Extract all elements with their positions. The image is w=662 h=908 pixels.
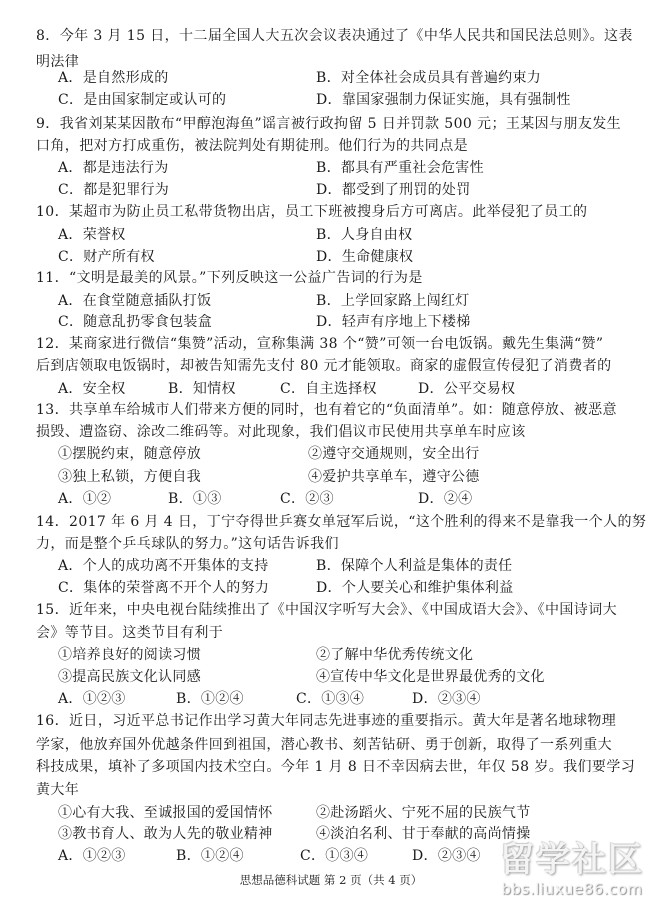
option-d: D．靠国家强制力保证实施，具有强制性 <box>316 92 571 108</box>
option-a: A．安全权 <box>58 381 126 397</box>
option-d: D．都受到了刑罚的处罚 <box>316 182 471 198</box>
option-a: A．在食堂随意插队打饭 <box>58 293 212 309</box>
watermark-url: bbs.liuxue86.com <box>501 880 643 898</box>
option-d: D．②④ <box>418 491 473 507</box>
option-c: C．①③④ <box>296 691 365 707</box>
option-a: A．①②③ <box>58 848 126 864</box>
option-c: C．自主选择权 <box>280 381 377 397</box>
statement-4: ④淡泊名利、甘于奉献的高尚情操 <box>316 826 531 842</box>
option-b: B．对全体社会成员具有普遍约束力 <box>316 70 542 86</box>
option-b: B．①②④ <box>176 691 244 707</box>
question-stem-line: 14．2017 年 6 月 4 日，丁宁夺得世乒赛女单冠军后说，“这个胜利的得来不是靠我一个人的努 <box>36 514 647 530</box>
option-a: A．是自然形成的 <box>58 70 169 86</box>
question-stem-line: 会》等节目。这类节目有利于 <box>36 625 224 641</box>
watermark <box>488 840 656 902</box>
option-b: B．人身自由权 <box>316 227 413 243</box>
statement-2: ②遵守交通规则，安全出行 <box>308 446 480 462</box>
question-stem-line: 9．我省刘某某因散布“甲醇泡海鱼”谣言被行政拘留 5 日并罚款 500 元；王某因与朋友发生 <box>36 116 622 132</box>
option-b: B．知情权 <box>168 381 236 397</box>
statement-3: ③提高民族文化认同感 <box>58 669 201 685</box>
question-stem-line: 15．近年来，中央电视台陆续推出了《中国汉字听写大会》、《中国成语大会》、《中国诗词大 <box>36 602 618 618</box>
statement-3: ③教书育人、敢为人先的敬业精神 <box>58 826 273 842</box>
question-stem-line: 明法律 <box>36 54 80 70</box>
option-b: B．保障个人利益是集体的责任 <box>316 558 513 574</box>
question-stem-line: 力，而是整个乒乓球队的努力。”这句话告诉我们 <box>36 536 339 552</box>
question-stem-line: 11．“文明是最美的风景。”下列反映这一公益广告词的行为是 <box>36 270 423 286</box>
question-stem-line: 损毁、遭盗窃、涂改二维码等。对此现象，我们倡议市民使用共享单车时应该 <box>36 424 526 440</box>
statement-4: ④宣传中华文化是世界最优秀的文化 <box>316 669 545 685</box>
option-a: A．个人的成功离不开集体的支持 <box>58 558 269 574</box>
option-c: C．都是犯罪行为 <box>58 182 170 198</box>
option-b: B．①③ <box>168 491 222 507</box>
option-d: D．轻声有序地上下楼梯 <box>316 314 471 330</box>
question-stem-line: 13．共享单车给城市人们带来方便的同时，也有着它的“负面清单”。如：随意停放、被恶意 <box>36 402 617 418</box>
option-d: D．个人要关心和维护集体利益 <box>316 580 514 596</box>
statement-3: ③独上私锁，方便自我 <box>58 469 201 485</box>
question-stem-line: 8．今年 3 月 15 日，十二届全国人大五次会议表决通过了《中华人民共和国民法总则》。这表 <box>36 28 633 44</box>
option-d: D．②③④ <box>412 848 481 864</box>
option-d: D．②③④ <box>412 691 481 707</box>
page-footer: 思想品德科试题 第 2 页（共 4 页） <box>239 873 423 887</box>
question-stem-line: 学家，他放弃国外优越条件回到祖国，潜心教书、刻苦钻研、勇于创新，取得了一系列重大 <box>36 737 612 753</box>
option-c: C．是由国家制定或认可的 <box>58 92 227 108</box>
option-a: A．都是违法行为 <box>58 160 169 176</box>
question-stem-line: 后到店领取电饭锅时，却被告知需先支付 80 元才能领取。商家的虚假宣传侵犯了消费者的 <box>36 358 612 374</box>
statement-2: ②赴汤蹈火、宁死不屈的民族气节 <box>316 805 531 821</box>
statement-2: ②了解中华优秀传统文化 <box>316 647 474 663</box>
question-stem-line: 10．某超市为防止员工私带货物出店，员工下班被搜身后方可离店。此举侵犯了员工的 <box>36 204 588 220</box>
watermark-logo: 留学社区 <box>500 840 644 880</box>
option-b: B．上学回家路上闯红灯 <box>316 293 470 309</box>
question-stem-line: 12．某商家进行微信“集赞”活动，宣称集满 38 个“赞”可领一台电饭锅。戴先生集满“赞” <box>36 336 604 352</box>
statement-1: ①培养良好的阅读习惯 <box>58 647 201 663</box>
question-stem-line: 口角，把对方打成重伤，被法院判处有期徒刑。他们行为的共同点是 <box>36 138 468 154</box>
statement-1: ①摆脱约束，随意停放 <box>58 446 201 462</box>
option-c: C．财产所有权 <box>58 249 155 265</box>
option-a: A．荣誉权 <box>58 227 126 243</box>
option-d: D．生命健康权 <box>316 249 414 265</box>
option-a: A．①②③ <box>58 691 126 707</box>
question-stem-line: 科技成果，填补了多项国内技术空白。今年 1 月 8 日不幸因病去世，年仅 58 岁。我们要学习 <box>36 759 636 775</box>
question-stem-line: 黄大年 <box>36 782 80 798</box>
option-c: C．集体的荣誉离不开个人的努力 <box>58 580 270 596</box>
option-c: C．①③④ <box>300 848 369 864</box>
option-c: C．随意乱扔零食包装盒 <box>58 314 213 330</box>
option-b: B．①②④ <box>176 848 244 864</box>
statement-1: ①心有大我、至诚报国的爱国情怀 <box>58 805 273 821</box>
option-c: C．②③ <box>280 491 334 507</box>
question-stem-line: 16．近日，习近平总书记作出学习黄大年同志先进事迹的重要指示。黄大年是著名地球物理 <box>36 713 617 729</box>
option-b: B．都具有严重社会危害性 <box>316 160 484 176</box>
statement-4: ④爱护共享单车，遵守公德 <box>308 469 480 485</box>
option-d: D．公平交易权 <box>418 381 516 397</box>
option-a: A．①② <box>58 491 112 507</box>
